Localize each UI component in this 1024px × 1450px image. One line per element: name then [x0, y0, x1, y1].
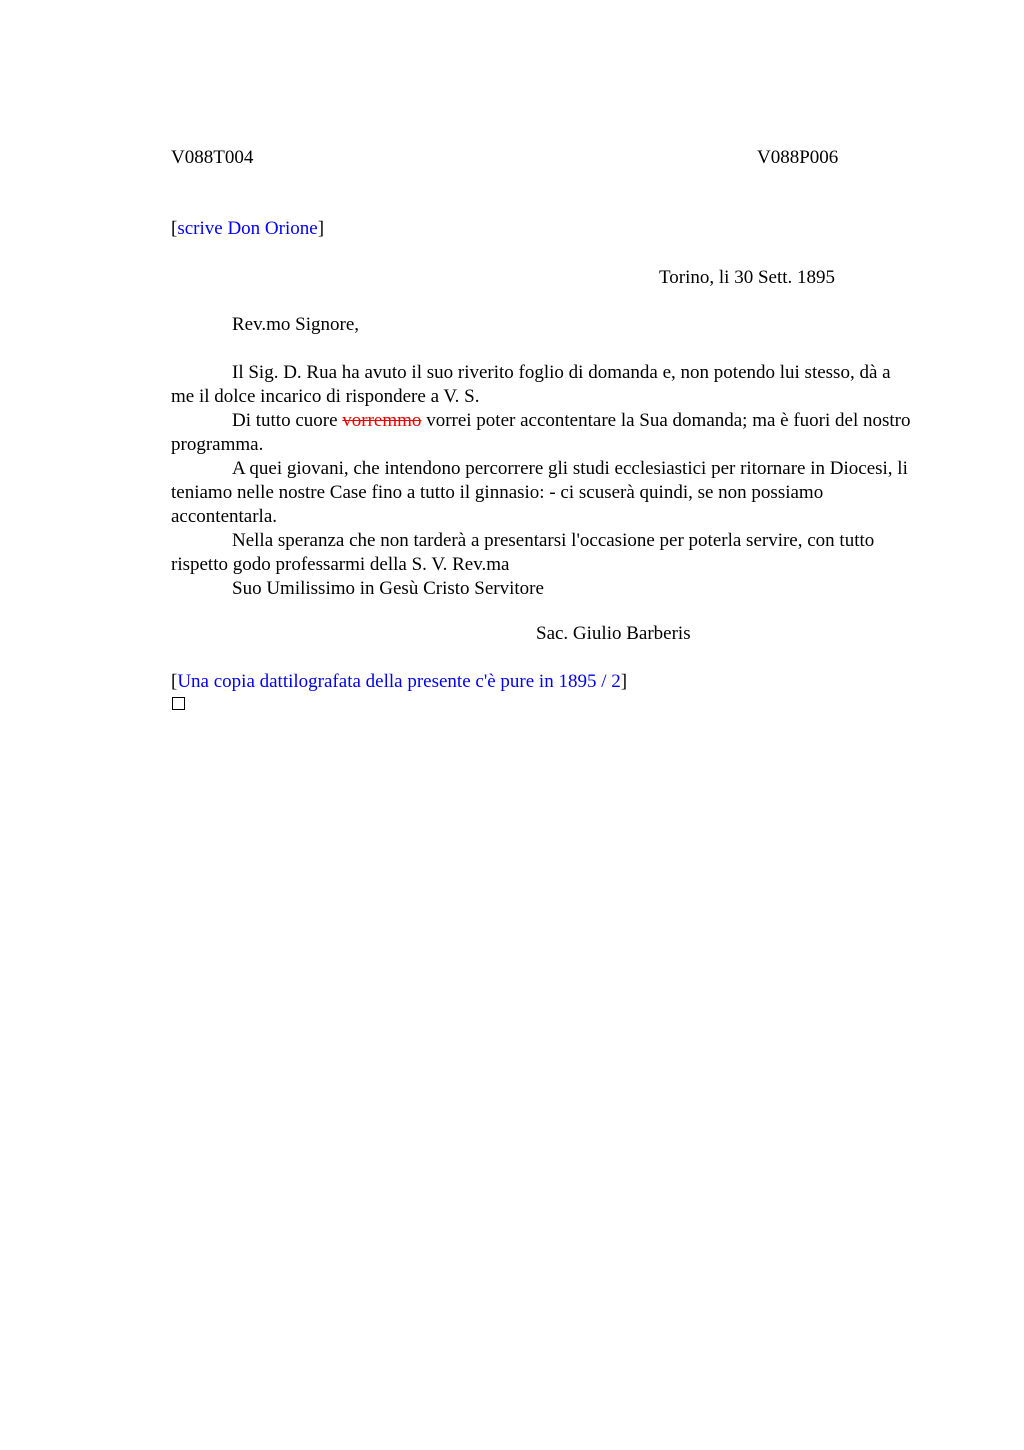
- letter-salutation: Rev.mo Signore,: [232, 314, 360, 335]
- body-paragraph-2-start: Di tutto cuore: [232, 410, 343, 431]
- letter-body: [171, 361, 916, 601]
- deleted-word: vorremmo: [342, 410, 422, 431]
- document-code-right: V088P006: [757, 147, 839, 168]
- editorial-note-author-text: scrive Don Orione: [177, 218, 318, 239]
- letter-signature: Sac. Giulio Barberis: [536, 623, 691, 644]
- body-paragraph-3: A quei giovani, che intendono percorrere gli studi ecclesiastici per ritornare in Diocesi, li teniamo nelle nostre Case fino a tutto il ginnasio: - ci scuserà quindi, se non possiamo accontentarla.: [171, 458, 908, 527]
- body-paragraph-2: [171, 409, 916, 457]
- body-paragraph-2-end: vorrei poter accontentare la Sua domanda; ma è fuori del nostro programma.: [171, 410, 911, 455]
- letter-date: Torino, li 30 Sett. 1895: [659, 267, 836, 288]
- body-paragraph-1: Il Sig. D. Rua ha avuto il suo riverito foglio di domanda e, non potendo lui stesso, dà a me il dolce incarico di rispondere a V. S.: [171, 362, 891, 407]
- editorial-note-copy: [171, 670, 627, 694]
- editorial-note-copy-text: Una copia dattilografata della presente c'è pure in 1895 / 2: [177, 671, 621, 692]
- bracket-open: [: [171, 218, 178, 239]
- document-code-left: V088T004: [171, 147, 254, 168]
- bracket-close: ]: [620, 671, 628, 692]
- bracket-close: ]: [317, 218, 325, 239]
- empty-box-icon: [172, 697, 185, 710]
- bracket-open: [: [171, 671, 178, 692]
- body-paragraph-4: Nella speranza che non tarderà a presentarsi l'occasione per poterla servire, con tutto rispetto godo professarmi della S. V. Rev.ma: [171, 530, 875, 575]
- editorial-note-author: [171, 217, 324, 241]
- body-paragraph-5: Suo Umilissimo in Gesù Cristo Servitore: [232, 578, 544, 599]
